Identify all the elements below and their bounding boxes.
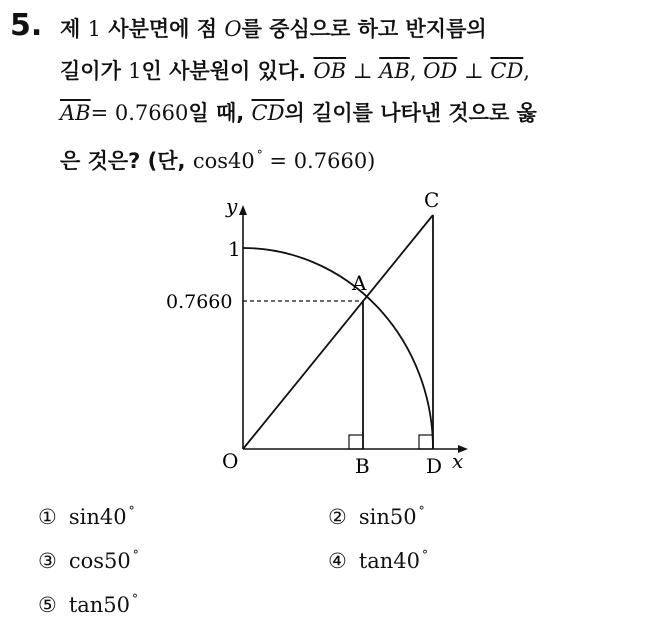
segment-AB: $\overline{AB}$ xyxy=(379,59,410,83)
math-equation: = 0.7660 xyxy=(90,101,189,125)
degree-symbol: ° xyxy=(418,504,425,518)
choice-2-text: sin50 xyxy=(358,505,417,529)
choice-1-marker: ① xyxy=(38,505,57,529)
choice-1[interactable] xyxy=(38,504,135,529)
choice-5-marker: ⑤ xyxy=(38,593,57,617)
choice-4-text: tan40 xyxy=(358,549,421,573)
degree-symbol: ° xyxy=(422,548,429,562)
degree-symbol: ° xyxy=(128,504,135,518)
choice-1-text: sin40 xyxy=(68,505,127,529)
point-label-A: A xyxy=(352,271,367,295)
choice-5-text: tan50 xyxy=(68,593,131,617)
choice-5[interactable] xyxy=(38,592,138,617)
degree-symbol: ° xyxy=(132,548,139,562)
degree-symbol: ° xyxy=(132,592,139,606)
choice-3-text: cos50 xyxy=(68,549,131,573)
stem-text: 제 xyxy=(60,17,88,41)
segment-AB: $\overline{AB}$ xyxy=(60,101,91,125)
math-cos: cos40 xyxy=(192,149,255,173)
point-label-B: B xyxy=(355,454,370,478)
stem-text: 의 길이를 나타낸 것으로 옳 xyxy=(284,101,537,125)
choice-4[interactable] xyxy=(328,548,428,573)
math-number: 1 xyxy=(128,59,142,83)
quarter-circle-arc xyxy=(243,248,433,449)
stem-text: 를 중심으로 하고 반지름의 xyxy=(241,17,487,41)
right-angle-mark-D xyxy=(419,435,433,449)
choice-2[interactable] xyxy=(328,504,425,529)
segment-CD: $\overline{CD}$ xyxy=(251,101,285,125)
math-equation: = 0.7660) xyxy=(262,149,376,173)
stem-text: 일 때, xyxy=(188,101,252,125)
right-angle-mark-B xyxy=(349,435,363,449)
y-axis-label: y xyxy=(226,194,238,218)
point-label-D: D xyxy=(426,454,443,478)
question-number: 5. xyxy=(10,8,43,43)
stem-text: 길이가 xyxy=(60,59,129,83)
segment-OB: $\overline{OB}$ xyxy=(313,59,347,83)
perp-symbol: ⊥ xyxy=(346,59,380,83)
stem-text: 인 사분원이 있다. xyxy=(141,59,314,83)
comma: , xyxy=(523,59,530,83)
math-number: 1 xyxy=(87,17,101,41)
stem-text: 은 것은? (단, xyxy=(60,149,193,173)
tick-label-value: 0.7660 xyxy=(166,291,233,313)
choice-3-marker: ③ xyxy=(38,549,57,573)
segment-CD: $\overline{CD}$ xyxy=(490,59,524,83)
comma: , xyxy=(409,59,424,83)
degree-symbol: ° xyxy=(256,148,263,162)
x-axis-label: x xyxy=(452,449,464,473)
choice-3[interactable] xyxy=(38,548,139,573)
perp-symbol: ⊥ xyxy=(457,59,491,83)
origin-label: O xyxy=(222,449,239,473)
point-label-C: C xyxy=(424,188,440,212)
y-axis-arrow-icon xyxy=(239,205,247,215)
choice-4-marker: ④ xyxy=(328,549,347,573)
point-label-O: O xyxy=(224,17,242,41)
tick-label-one: 1 xyxy=(228,237,241,261)
choice-2-marker: ② xyxy=(328,505,347,529)
stem-text: 사분면에 점 xyxy=(100,17,225,41)
segment-OD: $\overline{OD}$ xyxy=(423,59,458,83)
